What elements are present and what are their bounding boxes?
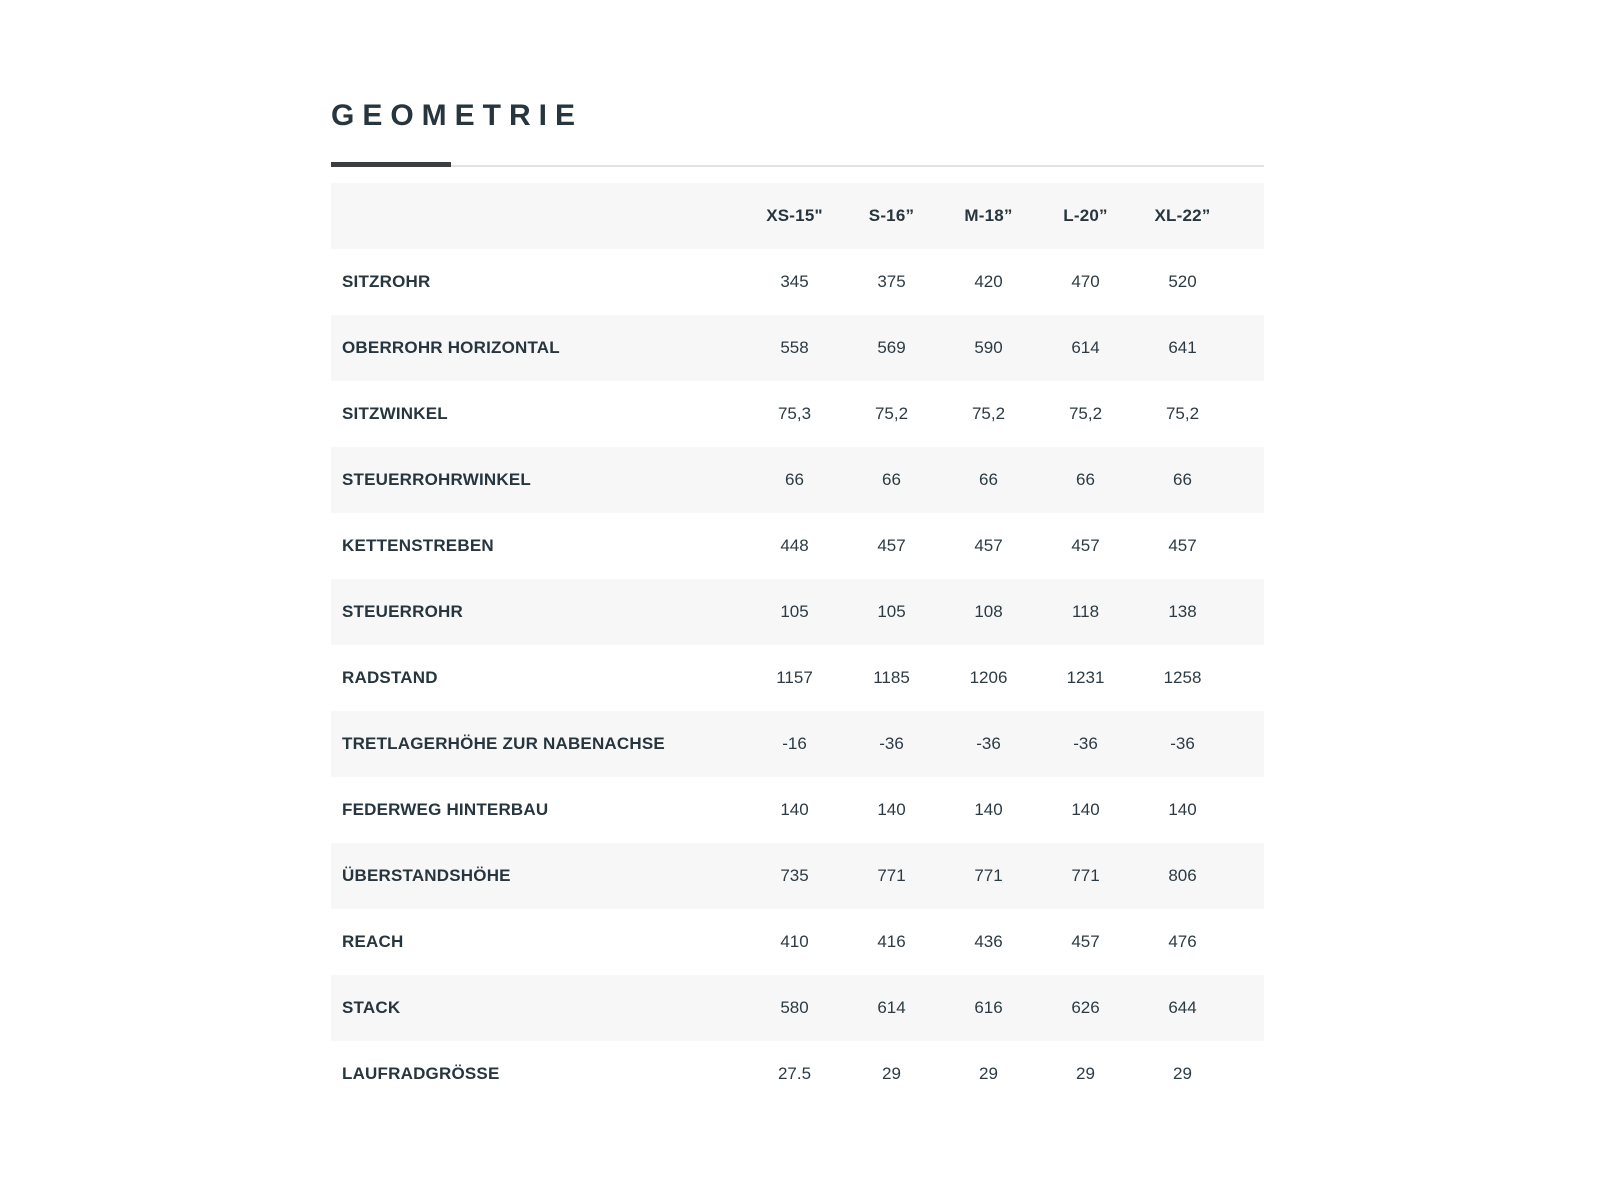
value-cell: 1157 [776,668,813,687]
value-cell: 66 [785,470,804,489]
row-label: LAUFRADGRÖSSE [342,1064,500,1083]
value-cell: 457 [1071,932,1100,951]
value-cell: -36 [879,734,904,753]
geometry-section [331,100,1264,1107]
spacer-cell [1231,1041,1264,1107]
row-label: SITZROHR [342,272,431,291]
column-header: XL-22” [1154,206,1211,225]
table-row [331,249,1264,315]
row-label: SITZWINKEL [342,404,448,423]
value-cell: 616 [974,998,1003,1017]
spacer-cell [1231,513,1264,579]
spacer-cell [1231,975,1264,1041]
value-cell: 644 [1168,998,1197,1017]
row-label: TRETLAGERHÖHE ZUR NABENACHSE [342,734,665,753]
value-cell: 735 [780,866,809,885]
value-cell: 1258 [1163,668,1202,687]
value-cell: 416 [877,932,906,951]
value-cell: 569 [877,338,906,357]
table-header-row [331,183,1264,249]
spacer-cell [1231,777,1264,843]
table-row [331,777,1264,843]
value-cell: 614 [1071,338,1100,357]
value-cell: -36 [1170,734,1195,753]
value-cell: 138 [1168,602,1197,621]
value-cell: 457 [877,536,906,555]
spacer-cell [1231,249,1264,315]
value-cell: 457 [1071,536,1100,555]
table-row [331,447,1264,513]
table-row [331,843,1264,909]
value-cell: 626 [1071,998,1100,1017]
value-cell: 105 [780,602,809,621]
value-cell: 1231 [1066,668,1105,687]
value-cell: 66 [979,470,998,489]
value-cell: 140 [1168,800,1197,819]
table-row [331,975,1264,1041]
value-cell: 375 [877,272,906,291]
value-cell: 108 [974,602,1003,621]
row-label: OBERROHR HORIZONTAL [342,338,560,357]
row-label: KETTENSTREBEN [342,536,494,555]
value-cell: 420 [974,272,1003,291]
value-cell: 410 [780,932,809,951]
value-cell: 75,2 [874,404,909,423]
value-cell: 1185 [873,668,910,687]
spacer-cell [1231,447,1264,513]
value-cell: 448 [780,536,809,555]
value-cell: -36 [976,734,1001,753]
table-row [331,909,1264,975]
value-cell: 1206 [969,668,1008,687]
spacer-cell [1231,315,1264,381]
value-cell: -36 [1073,734,1098,753]
value-cell: 590 [974,338,1003,357]
value-cell: -16 [782,734,807,753]
value-cell: 806 [1168,866,1197,885]
value-cell: 75,2 [1068,404,1103,423]
table-body [331,249,1264,1107]
spacer-cell [1231,909,1264,975]
value-cell: 457 [1168,536,1197,555]
value-cell: 771 [877,866,906,885]
row-label: STACK [342,998,401,1017]
value-cell: 614 [877,998,906,1017]
value-cell: 476 [1168,932,1197,951]
table-row [331,381,1264,447]
value-cell: 470 [1071,272,1100,291]
value-cell: 641 [1168,338,1197,357]
value-cell: 105 [877,602,906,621]
column-header: M-18” [964,206,1013,225]
spacer-cell [1231,579,1264,645]
title-underline [331,162,1264,167]
value-cell: 29 [1076,1064,1095,1083]
table-row [331,315,1264,381]
table-row [331,1041,1264,1107]
column-header: XS-15" [766,206,823,225]
value-cell: 140 [974,800,1003,819]
spacer-cell [1231,381,1264,447]
value-cell: 66 [1173,470,1192,489]
value-cell: 29 [882,1064,901,1083]
spacer-cell [1231,183,1264,249]
spacer-cell [1231,711,1264,777]
value-cell: 520 [1168,272,1197,291]
row-label: STEUERROHR [342,602,464,621]
value-cell: 27.5 [777,1064,812,1083]
value-cell: 558 [780,338,809,357]
row-label: FEDERWEG HINTERBAU [342,800,549,819]
table-row [331,579,1264,645]
value-cell: 140 [1071,800,1100,819]
row-label: RADSTAND [342,668,438,687]
value-cell: 457 [974,536,1003,555]
value-cell: 75,2 [1165,404,1200,423]
section-title: GEOMETRIE [331,99,584,132]
title-underline-accent [331,162,451,167]
value-cell: 29 [1173,1064,1192,1083]
row-label: STEUERROHRWINKEL [342,470,531,489]
spacer-cell [1231,843,1264,909]
value-cell: 66 [1076,470,1095,489]
value-cell: 771 [974,866,1003,885]
value-cell: 580 [780,998,809,1017]
value-cell: 29 [979,1064,998,1083]
value-cell: 75,2 [971,404,1006,423]
column-header: S-16” [868,206,915,225]
value-cell: 140 [877,800,906,819]
row-label: REACH [342,932,404,951]
spacer-cell [1231,645,1264,711]
value-cell: 118 [1071,602,1100,621]
geometry-table [331,183,1264,1107]
table-row [331,711,1264,777]
value-cell: 66 [882,470,901,489]
value-cell: 140 [780,800,809,819]
value-cell: 771 [1071,866,1100,885]
corner-cell [331,183,746,249]
value-cell: 75,3 [777,404,812,423]
column-header: L-20” [1063,206,1108,225]
value-cell: 436 [974,932,1003,951]
table-row [331,513,1264,579]
value-cell: 345 [780,272,809,291]
row-label: ÜBERSTANDSHÖHE [342,866,511,885]
table-row [331,645,1264,711]
